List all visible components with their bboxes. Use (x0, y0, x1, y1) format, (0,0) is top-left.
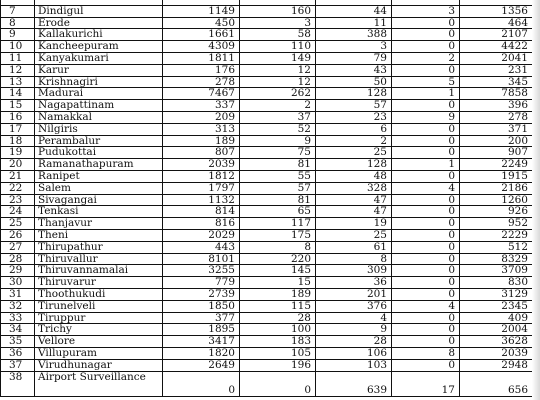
district-name-cell: Kancheepuram (35, 41, 163, 53)
district-name-cell: Karur (35, 64, 163, 76)
value-cell-col1: 807 (163, 147, 240, 159)
value-cell-col1: 2039 (163, 159, 240, 171)
value-cell-col3: 25 (316, 229, 392, 241)
serial-number-cell: 19 (1, 147, 35, 159)
value-cell-col1: 176 (163, 64, 240, 76)
value-cell-col1: 814 (163, 206, 240, 218)
value-cell-col2: 196 (240, 359, 316, 371)
value-cell-col4: 0 (392, 277, 460, 289)
value-cell-col2: 75 (240, 147, 316, 159)
serial-number-cell: 11 (1, 52, 35, 64)
serial-number-cell: 18 (1, 135, 35, 147)
table-row (1, 170, 533, 182)
value-cell-col2: 8 (240, 241, 316, 253)
district-name-cell: Thiruvarur (35, 277, 163, 289)
serial-number-cell: 28 (1, 253, 35, 265)
table-row (1, 206, 533, 218)
value-cell-total: 1356 (460, 5, 533, 17)
value-cell-total: 345 (460, 76, 533, 88)
value-cell-col2: 12 (240, 64, 316, 76)
table-row (1, 265, 533, 277)
value-cell-col3: 50 (316, 76, 392, 88)
value-cell-col4: 0 (392, 29, 460, 41)
value-cell-col2: 115 (240, 300, 316, 312)
table-row (1, 359, 533, 371)
value-cell-col3: 36 (316, 277, 392, 289)
serial-number-cell: 25 (1, 218, 35, 230)
value-cell-col2: 3 (240, 17, 316, 29)
district-name-cell: Namakkal (35, 111, 163, 123)
serial-number-cell: 29 (1, 265, 35, 277)
value-cell-col4: 0 (392, 265, 460, 277)
value-cell-total: 2345 (460, 300, 533, 312)
value-cell-col2: 145 (240, 265, 316, 277)
value-cell-col1: 779 (163, 277, 240, 289)
value-cell-col4: 1 (392, 88, 460, 100)
value-cell-col4: 4 (392, 300, 460, 312)
serial-number-cell: 31 (1, 288, 35, 300)
value-cell-col1: 1812 (163, 170, 240, 182)
value-cell-total: 926 (460, 206, 533, 218)
value-cell-col4: 0 (392, 135, 460, 147)
value-cell-col1: 209 (163, 111, 240, 123)
value-cell-col1: 1850 (163, 300, 240, 312)
district-name-cell: Pudukottai (35, 147, 163, 159)
value-cell-total: 371 (460, 123, 533, 135)
district-name-cell: Salem (35, 182, 163, 194)
value-cell-col4: 0 (392, 359, 460, 371)
value-cell-col3: 47 (316, 194, 392, 206)
value-cell-col3: 6 (316, 123, 392, 135)
value-cell-col2: 81 (240, 159, 316, 171)
value-cell-col1: 4309 (163, 41, 240, 53)
serial-number-cell: 10 (1, 41, 35, 53)
value-cell-col2: 117 (240, 218, 316, 230)
value-cell-total: 2186 (460, 182, 533, 194)
value-cell-col1: 1820 (163, 347, 240, 359)
value-cell-col4: 17 (392, 371, 460, 396)
value-cell-total: 409 (460, 312, 533, 324)
table-body (1, 0, 533, 396)
value-cell-col3: 48 (316, 170, 392, 182)
value-cell-total: 1915 (460, 170, 533, 182)
value-cell-total: 2041 (460, 52, 533, 64)
district-name-cell: Ramanathapuram (35, 159, 163, 171)
serial-number-cell: 22 (1, 182, 35, 194)
value-cell-col1: 1661 (163, 29, 240, 41)
serial-number-cell: 13 (1, 76, 35, 88)
value-cell-col3: 57 (316, 100, 392, 112)
district-name-cell: Theni (35, 229, 163, 241)
value-cell-col1: 0 (163, 371, 240, 396)
table-row (1, 371, 533, 396)
table-row (1, 76, 533, 88)
value-cell-col3: 4 (316, 312, 392, 324)
value-cell-col2: 220 (240, 253, 316, 265)
district-name-cell: Nilgiris (35, 123, 163, 135)
value-cell-total: 3709 (460, 265, 533, 277)
value-cell-total: 3129 (460, 288, 533, 300)
value-cell-col4: 5 (392, 76, 460, 88)
value-cell-col3: 2 (316, 135, 392, 147)
table-row (1, 159, 533, 171)
value-cell-col1: 443 (163, 241, 240, 253)
district-name-cell: Ranipet (35, 170, 163, 182)
district-name-cell: Thiruvannamalai (35, 265, 163, 277)
value-cell-col4: 0 (392, 218, 460, 230)
table-row (1, 218, 533, 230)
district-name-cell: Tirunelveli (35, 300, 163, 312)
value-cell-col4: 0 (392, 64, 460, 76)
value-cell-col2: 149 (240, 52, 316, 64)
serial-number-cell: 16 (1, 111, 35, 123)
value-cell-total: 2039 (460, 347, 533, 359)
serial-number-cell: 24 (1, 206, 35, 218)
value-cell-col4: 8 (392, 347, 460, 359)
value-cell-col3: 309 (316, 265, 392, 277)
district-name-cell: Villupuram (35, 347, 163, 359)
table-row (1, 111, 533, 123)
value-cell-col3: 388 (316, 29, 392, 41)
value-cell-total: 1260 (460, 194, 533, 206)
value-cell-total: 4422 (460, 41, 533, 53)
table-row (1, 5, 533, 17)
value-cell-col2: 175 (240, 229, 316, 241)
serial-number-cell: 21 (1, 170, 35, 182)
district-name-cell: Sivagangai (35, 194, 163, 206)
value-cell-col4: 0 (392, 206, 460, 218)
value-cell-col4: 0 (392, 147, 460, 159)
serial-number-cell: 32 (1, 300, 35, 312)
table-row (1, 123, 533, 135)
value-cell-total: 830 (460, 277, 533, 289)
table-row (1, 88, 533, 100)
value-cell-total: 200 (460, 135, 533, 147)
value-cell-col4: 0 (392, 312, 460, 324)
district-name-cell: Kallakurichi (35, 29, 163, 41)
value-cell-col1: 337 (163, 100, 240, 112)
district-name-cell: Krishnagiri (35, 76, 163, 88)
value-cell-col2: 189 (240, 288, 316, 300)
district-name-cell: Tenkasi (35, 206, 163, 218)
value-cell-col1: 1797 (163, 182, 240, 194)
table-row (1, 135, 533, 147)
value-cell-total: 907 (460, 147, 533, 159)
value-cell-col2: 58 (240, 29, 316, 41)
table-row (1, 41, 533, 53)
value-cell-col2: 52 (240, 123, 316, 135)
value-cell-col4: 9 (392, 111, 460, 123)
district-name-cell: Erode (35, 17, 163, 29)
district-name-cell: Madurai (35, 88, 163, 100)
value-cell-col1: 1811 (163, 52, 240, 64)
district-name-cell: Nagapattinam (35, 100, 163, 112)
value-cell-col2: 81 (240, 194, 316, 206)
serial-number-cell: 27 (1, 241, 35, 253)
value-cell-col4: 1 (392, 159, 460, 171)
value-cell-col2: 15 (240, 277, 316, 289)
value-cell-col3: 28 (316, 336, 392, 348)
value-cell-total: 656 (460, 371, 533, 396)
value-cell-total: 2107 (460, 29, 533, 41)
table-row (1, 277, 533, 289)
value-cell-col1: 278 (163, 76, 240, 88)
value-cell-col2: 110 (240, 41, 316, 53)
district-name-cell: Thoothukudi (35, 288, 163, 300)
value-cell-col1: 8101 (163, 253, 240, 265)
value-cell-col1: 450 (163, 17, 240, 29)
value-cell-col4: 0 (392, 100, 460, 112)
table-row (1, 194, 533, 206)
value-cell-col2: 160 (240, 5, 316, 17)
value-cell-col1: 3255 (163, 265, 240, 277)
serial-number-cell: 26 (1, 229, 35, 241)
value-cell-col3: 44 (316, 5, 392, 17)
value-cell-col3: 25 (316, 147, 392, 159)
table-row (1, 229, 533, 241)
value-cell-col1: 3417 (163, 336, 240, 348)
district-name-cell: Airport Surveillance (35, 371, 163, 396)
value-cell-col2: 28 (240, 312, 316, 324)
value-cell-col2: 183 (240, 336, 316, 348)
district-name-cell: Trichy (35, 324, 163, 336)
district-name-cell: Dindigul (35, 5, 163, 17)
value-cell-total: 8329 (460, 253, 533, 265)
value-cell-col2: 9 (240, 135, 316, 147)
value-cell-col1: 7467 (163, 88, 240, 100)
serial-number-cell: 35 (1, 336, 35, 348)
table-row (1, 324, 533, 336)
value-cell-total: 952 (460, 218, 533, 230)
value-cell-total: 3628 (460, 336, 533, 348)
table-row (1, 300, 533, 312)
value-cell-col1: 1149 (163, 5, 240, 17)
serial-number-cell: 9 (1, 29, 35, 41)
value-cell-col3: 23 (316, 111, 392, 123)
value-cell-col1: 2029 (163, 229, 240, 241)
serial-number-cell: 15 (1, 100, 35, 112)
value-cell-col4: 0 (392, 229, 460, 241)
value-cell-total: 7858 (460, 88, 533, 100)
value-cell-col1: 1132 (163, 194, 240, 206)
value-cell-col3: 47 (316, 206, 392, 218)
page-edge-shadow (532, 0, 540, 400)
serial-number-cell: 36 (1, 347, 35, 359)
table-row (1, 52, 533, 64)
value-cell-col4: 4 (392, 182, 460, 194)
value-cell-col1: 313 (163, 123, 240, 135)
value-cell-total: 512 (460, 241, 533, 253)
value-cell-col4: 0 (392, 123, 460, 135)
serial-number-cell: 8 (1, 17, 35, 29)
value-cell-col3: 9 (316, 324, 392, 336)
value-cell-col3: 103 (316, 359, 392, 371)
value-cell-total: 231 (460, 64, 533, 76)
value-cell-col2: 0 (240, 371, 316, 396)
value-cell-col1: 2649 (163, 359, 240, 371)
serial-number-cell: 37 (1, 359, 35, 371)
district-name-cell: Thirupathur (35, 241, 163, 253)
serial-number-cell: 23 (1, 194, 35, 206)
district-name-cell: Kanyakumari (35, 52, 163, 64)
value-cell-col3: 43 (316, 64, 392, 76)
value-cell-total: 396 (460, 100, 533, 112)
value-cell-col1: 2739 (163, 288, 240, 300)
table-row (1, 182, 533, 194)
value-cell-col2: 57 (240, 182, 316, 194)
serial-number-cell: 34 (1, 324, 35, 336)
district-name-cell: Tiruppur (35, 312, 163, 324)
value-cell-total: 2948 (460, 359, 533, 371)
value-cell-col4: 0 (392, 253, 460, 265)
value-cell-col2: 2 (240, 100, 316, 112)
value-cell-col4: 0 (392, 324, 460, 336)
district-name-cell: Virudhunagar (35, 359, 163, 371)
serial-number-cell: 7 (1, 5, 35, 17)
serial-number-cell: 33 (1, 312, 35, 324)
table-row (1, 336, 533, 348)
value-cell-col4: 0 (392, 170, 460, 182)
value-cell-col2: 100 (240, 324, 316, 336)
value-cell-col4: 0 (392, 288, 460, 300)
value-cell-col3: 376 (316, 300, 392, 312)
value-cell-col3: 19 (316, 218, 392, 230)
value-cell-col2: 37 (240, 111, 316, 123)
value-cell-col4: 2 (392, 52, 460, 64)
value-cell-total: 464 (460, 17, 533, 29)
value-cell-col2: 55 (240, 170, 316, 182)
value-cell-col4: 0 (392, 241, 460, 253)
value-cell-col2: 12 (240, 76, 316, 88)
district-name-cell: Vellore (35, 336, 163, 348)
value-cell-col2: 105 (240, 347, 316, 359)
district-name-cell: Perambalur (35, 135, 163, 147)
value-cell-col3: 106 (316, 347, 392, 359)
value-cell-total: 278 (460, 111, 533, 123)
value-cell-col1: 816 (163, 218, 240, 230)
value-cell-col3: 328 (316, 182, 392, 194)
table-row (1, 100, 533, 112)
value-cell-col2: 262 (240, 88, 316, 100)
value-cell-col3: 8 (316, 253, 392, 265)
value-cell-col3: 11 (316, 17, 392, 29)
value-cell-col3: 639 (316, 371, 392, 396)
serial-number-cell: 14 (1, 88, 35, 100)
serial-number-cell: 12 (1, 64, 35, 76)
table-row (1, 312, 533, 324)
value-cell-col4: 0 (392, 336, 460, 348)
serial-number-cell: 30 (1, 277, 35, 289)
table-row (1, 29, 533, 41)
district-name-cell: Thiruvallur (35, 253, 163, 265)
table-row (1, 347, 533, 359)
value-cell-col3: 79 (316, 52, 392, 64)
value-cell-total: 2229 (460, 229, 533, 241)
value-cell-col2: 65 (240, 206, 316, 218)
serial-number-cell: 17 (1, 123, 35, 135)
value-cell-col4: 0 (392, 194, 460, 206)
value-cell-col1: 377 (163, 312, 240, 324)
value-cell-total: 2249 (460, 159, 533, 171)
value-cell-col1: 1895 (163, 324, 240, 336)
value-cell-col3: 61 (316, 241, 392, 253)
value-cell-col3: 3 (316, 41, 392, 53)
value-cell-col4: 0 (392, 17, 460, 29)
value-cell-col1: 189 (163, 135, 240, 147)
table-row (1, 64, 533, 76)
value-cell-col3: 128 (316, 88, 392, 100)
value-cell-col4: 3 (392, 5, 460, 17)
table-row (1, 147, 533, 159)
table-row (1, 17, 533, 29)
table-row (1, 253, 533, 265)
table-row (1, 288, 533, 300)
serial-number-cell: 20 (1, 159, 35, 171)
value-cell-total: 2004 (460, 324, 533, 336)
value-cell-col3: 201 (316, 288, 392, 300)
value-cell-col4: 0 (392, 41, 460, 53)
serial-number-cell: 38 (1, 371, 35, 396)
table-row (1, 241, 533, 253)
district-name-cell: Thanjavur (35, 218, 163, 230)
value-cell-col3: 128 (316, 159, 392, 171)
